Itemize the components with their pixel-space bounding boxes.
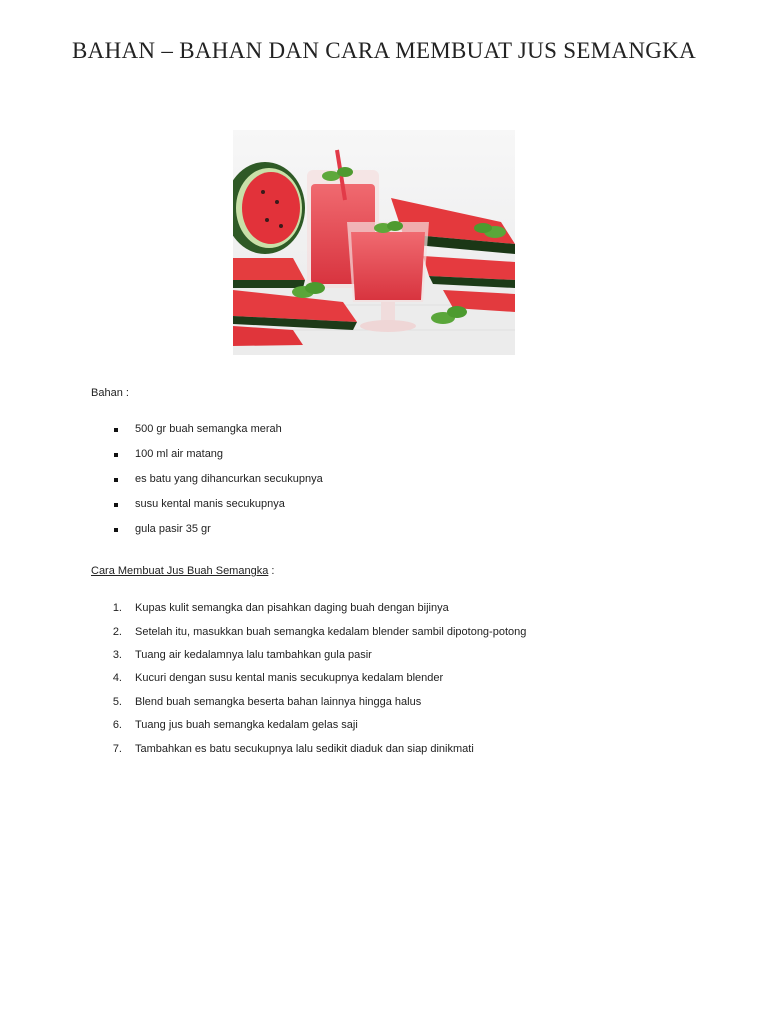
square-bullet-icon: [114, 478, 118, 482]
square-bullet-icon: [114, 453, 118, 457]
method-heading: [91, 565, 274, 577]
method-heading-suffix: :: [268, 565, 275, 577]
page-title: BAHAN – BAHAN DAN CARA MEMBUAT JUS SEMANGKA: [72, 38, 696, 63]
ingredients-heading: Bahan :: [91, 387, 129, 399]
watermelon-juice-photo: [233, 130, 515, 355]
square-bullet-icon: [114, 428, 118, 432]
square-bullet-icon: [114, 503, 118, 507]
square-bullet-icon: [114, 528, 118, 532]
method-heading-text: Cara Membuat Jus Buah Semangka: [91, 565, 269, 577]
